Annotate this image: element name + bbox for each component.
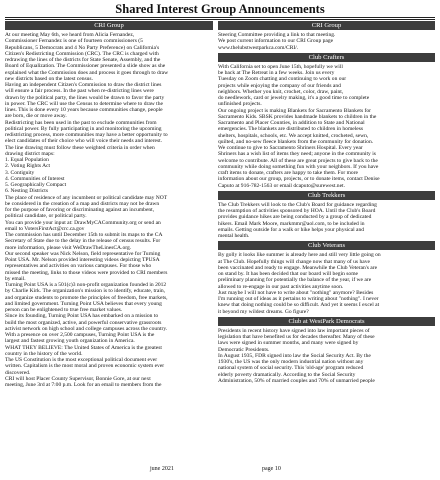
section-header: CRI Group [5, 21, 213, 30]
section [218, 241, 435, 315]
section-text: By golly it looks like summer is already here and still very little going on at The Club. Hopefully things will change now that many of us have been vaccinated and ready to engage. Meanwhile the Club Veteran's are on stand by. It has been decided that our board will begin some preliminary planning for potentially the balance of the year, if we are allowed to re-engage in our past activities anytime soon. Just maybe I will not have to write about "nothing" anymore? Besides I'm running out of ideas as it pertains to writing about "nothing". I never knew that doing nothing could be so difficult. And yet it seems I excel at it beyond my wildest dreams. Go figure? [218, 252, 381, 315]
section [218, 191, 435, 240]
page-title: Shared Interest Group Announcements [115, 2, 325, 16]
section-header: Club Veterans [218, 241, 435, 250]
right-column [218, 21, 435, 462]
section-text: Steering Committee providing a link to that meeting. We post current information to our CRI Group page www.thelubstwestparkca.com/CRI/. [218, 32, 336, 51]
section-header: Club Crafters [218, 53, 435, 62]
page-footer-right: page 10 [262, 466, 281, 472]
title-rule-top [5, 17, 435, 18]
title-rule-bottom [5, 19, 435, 20]
section-text: With California set to open June 15th, hopefully we will be back at The Retreat in a few weeks. Join us every Tuesday on Zoom chatting and continuing to work on our projects while enjoying the company of our friends and neighbors. Whether you knit, crochet, color, draw, paint, do needlework, card or jewelry making, it's a good time to complete unfinished projects. Our ongoing project is making Blankets for Sacramento Blankets for Sacramento Kids. SBSK provides handmade blankets to children in the Sacramento and Placer Counties, in addition to State and National emergencies. The blankets are distributed to children in homeless shelters, hospitals, schools, etc. We accept knitted, crocheted, sewn, quilted, and no-sew fleece blankets from the community for donation. We continue to give to Sacramento Shriners Hospital. Every year Shriners has a wish list of items they need; anyone in the community is welcome to contribute. All of these are great projects to give back to the community while doing something fun with your neighbors. If you have craft items to donate, crafters are happy to take them. For more information about our group, projects, or to donate items, contact Denise Caputo at 916-782-1563 or email dcaputo@surewest.net. [218, 63, 380, 189]
left-column [5, 21, 213, 462]
page-footer-left: june 2021 [150, 466, 174, 472]
section-text: Presidents in recent history have signed into law important pieces of legislation that have benefited us for decades thereafter. Many of these laws were signed in summer months, and many were signed by Democratic Presidents. In August 1935, FDR signed into law the Social Security Act. By the 1930's, the US was the only modern industrial nation without any national system of social security. This 'old-age' program reduced elderly poverty dramatically. According to the Social Security Administration, 50% of married couples and 70% of unmarried people [218, 327, 375, 384]
section-header: CRI Group [218, 21, 435, 30]
left-column-text: At our meeting May 6th, we heard from Alicia Fernandez, Commissioner Fernandez is one of fourteen commissioners (5 Republicans, 5 Democrats and 4 No Party Preference) on California's Citizen's Redistricting Commission (CRC). The CRC is charged with redrawing the lines of the districts for State Senate, Assembly, and the Board of Equalization. The Commissioner presented a slide show as she explained what the Commission does and process it goes through to draw new districts based on the latest census. Having an independent Citizen's Commission to draw the district lines will ensure a fair process. In the past when re-districting lines were drawn by the political party, the lines would be drawn to favor the party in power. The CRC will use the Census to determine where to draw the lines. This is done every 10 years because communities change, people are born, die or move away. Redistricting has been used in the past to exclude communities from political power. By fully participating in and monitoring the upcoming redistricting process, more communities may have a better opportunity to elect candidates of their choice who will voice their needs and interest. The line drawing must follow these weighted criteria in order when drawing district maps: 1. Equal Population 2. Voting Rights Act 3. Contiguity 4. Communities of Interest 5. Geographically Compact 6. Nesting Districts The place of residence of any incumbent or political candidate may NOT be considered in the creation of a map and districts may not be drawn for the purpose of favoring or discriminating against an incumbent, political candidate, or political party. You can provide your input at: DrawMyCACommunity.org or send an email to VotersFirstAct@crc.ca.gov The commission has until December 15th to submit its maps to the CA Secretary of State due to the delay in the release of census results. For more information, please visit WeDrawTheLinesCA.org. Our second speaker was Nick Nelson, field representative for Turning Point USA. Mr. Nelson provided interesting videos depicting TPUSA representatives and activities on various campuses. For those who missed the meeting, links to those videos were provided to CRI members by email. Turning Point USA is a 501(c)3 non-profit organization founded in 2012 by Charlie Kirk. The organization's mission is to identify, educate, train, and organize students to promote the principles of freedom, free markets, and limited government. Turning Point USA believes that every young person can be enlightened to true free market values. Since its founding, Turning Point USA has embarked on a mission to build the most organized, active, and powerful conservative grassroots activist network on high school and college campuses across the country. With a presence on over 2,500 campuses, Turning Point USA is the largest and fastest growing youth organization in America. WHAT THEY BELIEVE: The United States of America is the greatest country in the history of the world. The US Constitution is the most exceptional political document ever written. Capitalism is the most moral and proven economic system ever discovered. CRI will host Placer County Supervisor, Bonnie Gore, at our next meeting, June 3rd at 7:00 p.m. Look for an email to members from the [5, 32, 169, 388]
section-text: The Club Trekkers will look to the Club's Board for guidance regarding the resumption of activities sponsored by HOA. Until the Club's Board provides guidance hikes are being conducted by a group of dedicated hikers. Email Mark Moore, markmmr@aol.com, to be included in emails. Getting outside for a walk or hike helps your physical and mental health. [218, 201, 377, 239]
section [218, 53, 435, 189]
section [218, 317, 435, 384]
section-header: Club Trekkers [218, 191, 435, 200]
section-header: Club at WestPark Democrats [218, 317, 435, 326]
section [218, 21, 435, 51]
